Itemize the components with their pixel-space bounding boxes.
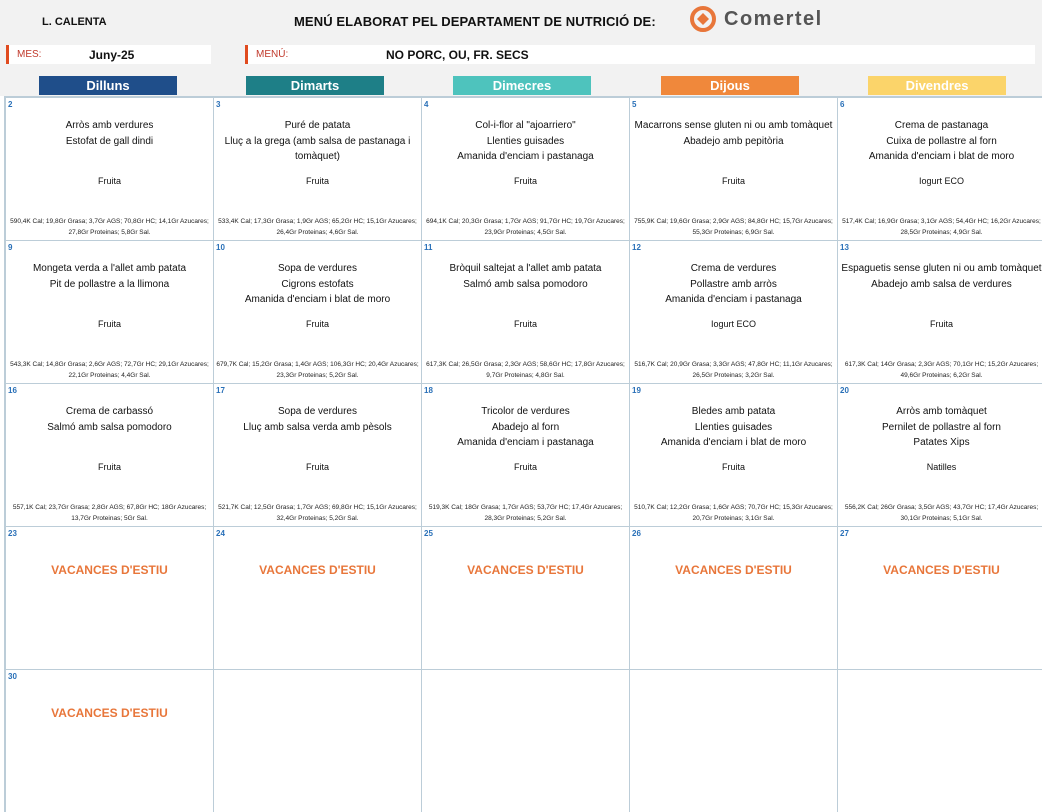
calendar-cell (630, 98, 837, 240)
dessert: Fruita (721, 176, 745, 186)
calendar-cell (838, 384, 1042, 526)
day-number: 4 (424, 100, 429, 109)
dish-item: Amanida d'enciam i pastanaga (457, 437, 594, 448)
nutrition-info: 517,4K Cal; 16,9Gr Grasa; 3,1Gr AGS; 54,4Gr HC; 16,2Gr Azucares; 28,5Gr Proteinas; 4,9Gr Sal. (842, 218, 1041, 236)
weekday-monday: Dilluns (39, 76, 177, 95)
calendar-cell (214, 670, 421, 812)
nutrition-info: 521,7K Cal; 12,5Gr Grasa; 1,7Gr AGS; 69,8Gr HC; 15,1Gr Azucares; 32,4Gr Proteinas; 5,2Gr Sal. (218, 504, 417, 522)
dish-list (9, 404, 210, 435)
day-number: 9 (8, 243, 13, 252)
day-number: 3 (216, 100, 221, 109)
dish-list (217, 404, 418, 435)
dish-item: Abadejo amb pepitòria (683, 135, 784, 147)
calendar-cell (630, 527, 837, 669)
dish-item: Amanida d'enciam i blat de moro (660, 437, 807, 448)
dish-item: Bledes amb patata (691, 406, 776, 417)
calendar-cell (422, 241, 629, 383)
dish-item: Crema de pastanaga (894, 120, 989, 131)
nutrition-info: 510,7K Cal; 12,2Gr Grasa; 1,6Gr AGS; 70,7Gr HC; 15,3Gr Azucares; 20,7Gr Proteinas; 3,1Gr Sal. (634, 504, 833, 522)
day-number: 2 (8, 100, 13, 109)
dish-list (633, 404, 834, 451)
weekday-wednesday: Dimecres (453, 76, 591, 95)
day-number: 23 (8, 529, 17, 538)
day-number: 17 (216, 386, 225, 395)
nutrition-info: 590,4K Cal; 19,8Gr Grasa; 3,7Gr AGS; 70,8Gr HC; 14,1Gr Azucares; 27,8Gr Proteinas; 5,8Gr Sal. (10, 218, 209, 236)
dish-item: Sopa de verdures (278, 263, 357, 274)
month-label: MES: (17, 49, 42, 60)
dessert: Natilles (926, 462, 957, 472)
dish-list (425, 118, 626, 165)
dish-item: Patates Xips (913, 437, 970, 448)
nutrition-info: 694,1K Cal; 20,3Gr Grasa; 1,7Gr AGS; 91,7Gr HC; 19,7Gr Azucares; 23,9Gr Proteinas; 4,5Gr Sal. (426, 218, 625, 236)
calendar-cell (422, 98, 629, 240)
calendar-cell (214, 241, 421, 383)
dessert: Fruita (97, 462, 121, 472)
dish-item: Lluç amb salsa verda amb pèsols (243, 421, 392, 433)
calendar-cell (838, 527, 1042, 669)
calendar-cell (630, 670, 837, 812)
dish-item: Abadejo amb salsa de verdures (871, 278, 1012, 290)
nutrition-info: 519,3K Cal; 18Gr Grasa; 1,7Gr AGS; 53,7Gr HC; 17,4Gr Azucares; 28,3Gr Proteinas; 5,2Gr Sal. (428, 504, 623, 522)
day-number: 30 (8, 672, 17, 681)
vacation-label: VACANCES D'ESTIU (883, 563, 1000, 577)
dish-item: Cigrons estofats (281, 278, 354, 290)
nutrition-info: 556,2K Cal; 26Gr Grasa; 3,5Gr AGS; 43,7Gr HC; 17,4Gr Azucares; 30,1Gr Proteinas; 5,1Gr Sal. (844, 504, 1039, 522)
dish-item: Salmó amb salsa pomodoro (463, 278, 588, 290)
dish-item: Lluç a la grega (amb salsa de pastanaga i tomàquet) (224, 135, 411, 162)
calendar-grid (4, 96, 1042, 812)
calendar-cell (6, 527, 213, 669)
dessert: Fruita (97, 176, 121, 186)
dish-list (841, 261, 1042, 292)
dish-item: Pit de pollastre a la llimona (49, 278, 170, 290)
day-number: 25 (424, 529, 433, 538)
day-number: 20 (840, 386, 849, 395)
nutrition-info: 543,3K Cal; 14,8Gr Grasa; 2,6Gr AGS; 72,7Gr HC; 29,1Gr Azucares; 22,1Gr Proteinas; 4,4Gr Sal. (10, 361, 209, 379)
dish-item: Crema de carbassó (65, 406, 154, 417)
day-number: 16 (8, 386, 17, 395)
day-number: 6 (840, 100, 845, 109)
nutrition-info: 679,7K Cal; 15,2Gr Grasa; 1,4Gr AGS; 106,3Gr HC; 20,4Gr Azucares; 23,3Gr Proteinas; 5,2Gr Sal. (216, 361, 419, 379)
nutrition-info: 533,4K Cal; 17,3Gr Grasa; 1,9Gr AGS; 65,2Gr HC; 15,1Gr Azucares; 26,4Gr Proteinas; 4,6Gr Sal. (218, 218, 417, 236)
calendar-cell (838, 98, 1042, 240)
day-number: 10 (216, 243, 225, 252)
dish-list (425, 404, 626, 451)
vacation-label: VACANCES D'ESTIU (51, 563, 168, 577)
calendar-cell (214, 527, 421, 669)
dish-list (217, 261, 418, 308)
month-value: Juny-25 (89, 48, 135, 62)
vacation-label: VACANCES D'ESTIU (259, 563, 376, 577)
dish-item: Bròquil saltejat a l'allet amb patata (449, 263, 602, 274)
dish-list (217, 118, 418, 165)
calendar-cell (6, 384, 213, 526)
vacation-label: VACANCES D'ESTIU (51, 706, 168, 720)
calendar-cell (214, 98, 421, 240)
calendar-cell (422, 670, 629, 812)
dish-item: Macarrons sense gluten ni ou amb tomàquet (634, 120, 833, 131)
dish-list (633, 118, 834, 149)
dish-item: Amanida d'enciam i blat de moro (868, 151, 1015, 162)
dish-item: Amanida d'enciam i pastanaga (457, 151, 594, 162)
calendar-cell (422, 527, 629, 669)
dessert: Fruita (305, 319, 329, 329)
dish-item: Abadejo al forn (491, 421, 560, 433)
day-number: 5 (632, 100, 637, 109)
dish-item: Pernilet de pollastre al forn (882, 421, 1001, 433)
calendar-cell (838, 241, 1042, 383)
header-bar (0, 0, 1042, 42)
dessert: Fruita (305, 176, 329, 186)
dessert: Fruita (513, 462, 537, 472)
dessert: Fruita (513, 319, 537, 329)
nutrition-info: 755,9K Cal; 19,6Gr Grasa; 2,9Gr AGS; 84,8Gr HC; 15,7Gr Azucares; 55,3Gr Proteinas; 6,9Gr Sal. (634, 218, 833, 236)
day-number: 18 (424, 386, 433, 395)
calendar-cell (6, 670, 213, 812)
dish-item: Salmó amb salsa pomodoro (47, 421, 172, 433)
weekday-header (0, 66, 1042, 96)
dish-list (425, 261, 626, 292)
nutrition-info: 617,3K Cal; 14Gr Grasa; 2,3Gr AGS; 70,1Gr HC; 15,2Gr Azucares; 49,6Gr Proteinas; 6,2Gr Sal. (844, 361, 1039, 379)
dish-item: Arròs amb verdures (65, 120, 154, 131)
info-row (0, 42, 1042, 66)
dish-item: Espaguetis sense gluten ni ou amb tomàquet (841, 263, 1042, 274)
dish-list (841, 404, 1042, 451)
dish-list (9, 118, 210, 149)
calendar-cell (6, 98, 213, 240)
dessert: Fruita (929, 319, 953, 329)
calendar-cell (6, 241, 213, 383)
dish-list (841, 118, 1042, 165)
vacation-label: VACANCES D'ESTIU (467, 563, 584, 577)
dessert: Fruita (305, 462, 329, 472)
dish-item: Mongeta verda a l'allet amb patata (32, 263, 187, 274)
day-number: 13 (840, 243, 849, 252)
menu-type-field (245, 45, 1035, 64)
calendar-cell (630, 241, 837, 383)
menu-code: L. CALENTA (42, 16, 107, 28)
vacation-label: VACANCES D'ESTIU (675, 563, 792, 577)
day-number: 19 (632, 386, 641, 395)
calendar-cell (422, 384, 629, 526)
month-field (6, 45, 211, 64)
logo-text: Comertel (724, 7, 823, 30)
company-logo (690, 6, 823, 32)
day-number: 26 (632, 529, 641, 538)
nutrition-info: 617,3K Cal; 26,5Gr Grasa; 2,3Gr AGS; 58,6Gr HC; 17,8Gr Azucares; 9,7Gr Proteinas; 4,8Gr Sal. (426, 361, 625, 379)
dish-item: Cuixa de pollastre al forn (886, 135, 997, 147)
dessert: Fruita (97, 319, 121, 329)
dish-item: Llenties guisades (486, 135, 565, 147)
day-number: 24 (216, 529, 225, 538)
dessert: Fruita (721, 462, 745, 472)
dish-list (9, 261, 210, 292)
dish-item: Tricolor de verdures (481, 406, 570, 417)
dish-item: Sopa de verdures (278, 406, 357, 417)
calendar-cell (214, 384, 421, 526)
dish-item: Col-i-flor al "ajoarriero" (475, 120, 576, 131)
dish-item: Amanida d'enciam i pastanaga (665, 294, 802, 305)
calendar-cell (630, 384, 837, 526)
menu-type-label: MENÚ: (256, 49, 289, 60)
menu-type-value: NO PORC, OU, FR. SECS (386, 48, 529, 62)
dish-item: Crema de verdures (690, 263, 777, 274)
comertel-logo-icon (690, 6, 716, 32)
dish-item: Estofat de gall dindi (65, 135, 154, 147)
dessert: Fruita (513, 176, 537, 186)
dish-item: Puré de patata (284, 120, 351, 131)
nutrition-info: 557,1K Cal; 23,7Gr Grasa; 2,8Gr AGS; 67,8Gr HC; 18Gr Azucares; 13,7Gr Proteinas; 5Gr Sal. (12, 504, 207, 522)
day-number: 11 (424, 243, 433, 252)
dish-item: Arròs amb tomàquet (896, 406, 987, 417)
dessert: Iogurt ECO (710, 319, 757, 329)
weekday-tuesday: Dimarts (246, 76, 384, 95)
nutrition-info: 516,7K Cal; 20,9Gr Grasa; 3,3Gr AGS; 47,8Gr HC; 11,1Gr Azucares; 26,5Gr Proteinas; 3,2Gr Sal. (634, 361, 833, 379)
calendar-cell (838, 670, 1042, 812)
page-title: MENÚ ELABORAT PEL DEPARTAMENT DE NUTRICIÓ DE: (294, 14, 656, 29)
dish-item: Amanida d'enciam i blat de moro (244, 294, 391, 305)
dish-item: Pollastre amb arròs (690, 278, 777, 290)
dish-item: Llenties guisades (694, 421, 773, 433)
day-number: 27 (840, 529, 849, 538)
weekday-friday: Divendres (868, 76, 1006, 95)
day-number: 12 (632, 243, 641, 252)
weekday-thursday: Dijous (661, 76, 799, 95)
dish-list (633, 261, 834, 308)
dessert: Iogurt ECO (918, 176, 965, 186)
